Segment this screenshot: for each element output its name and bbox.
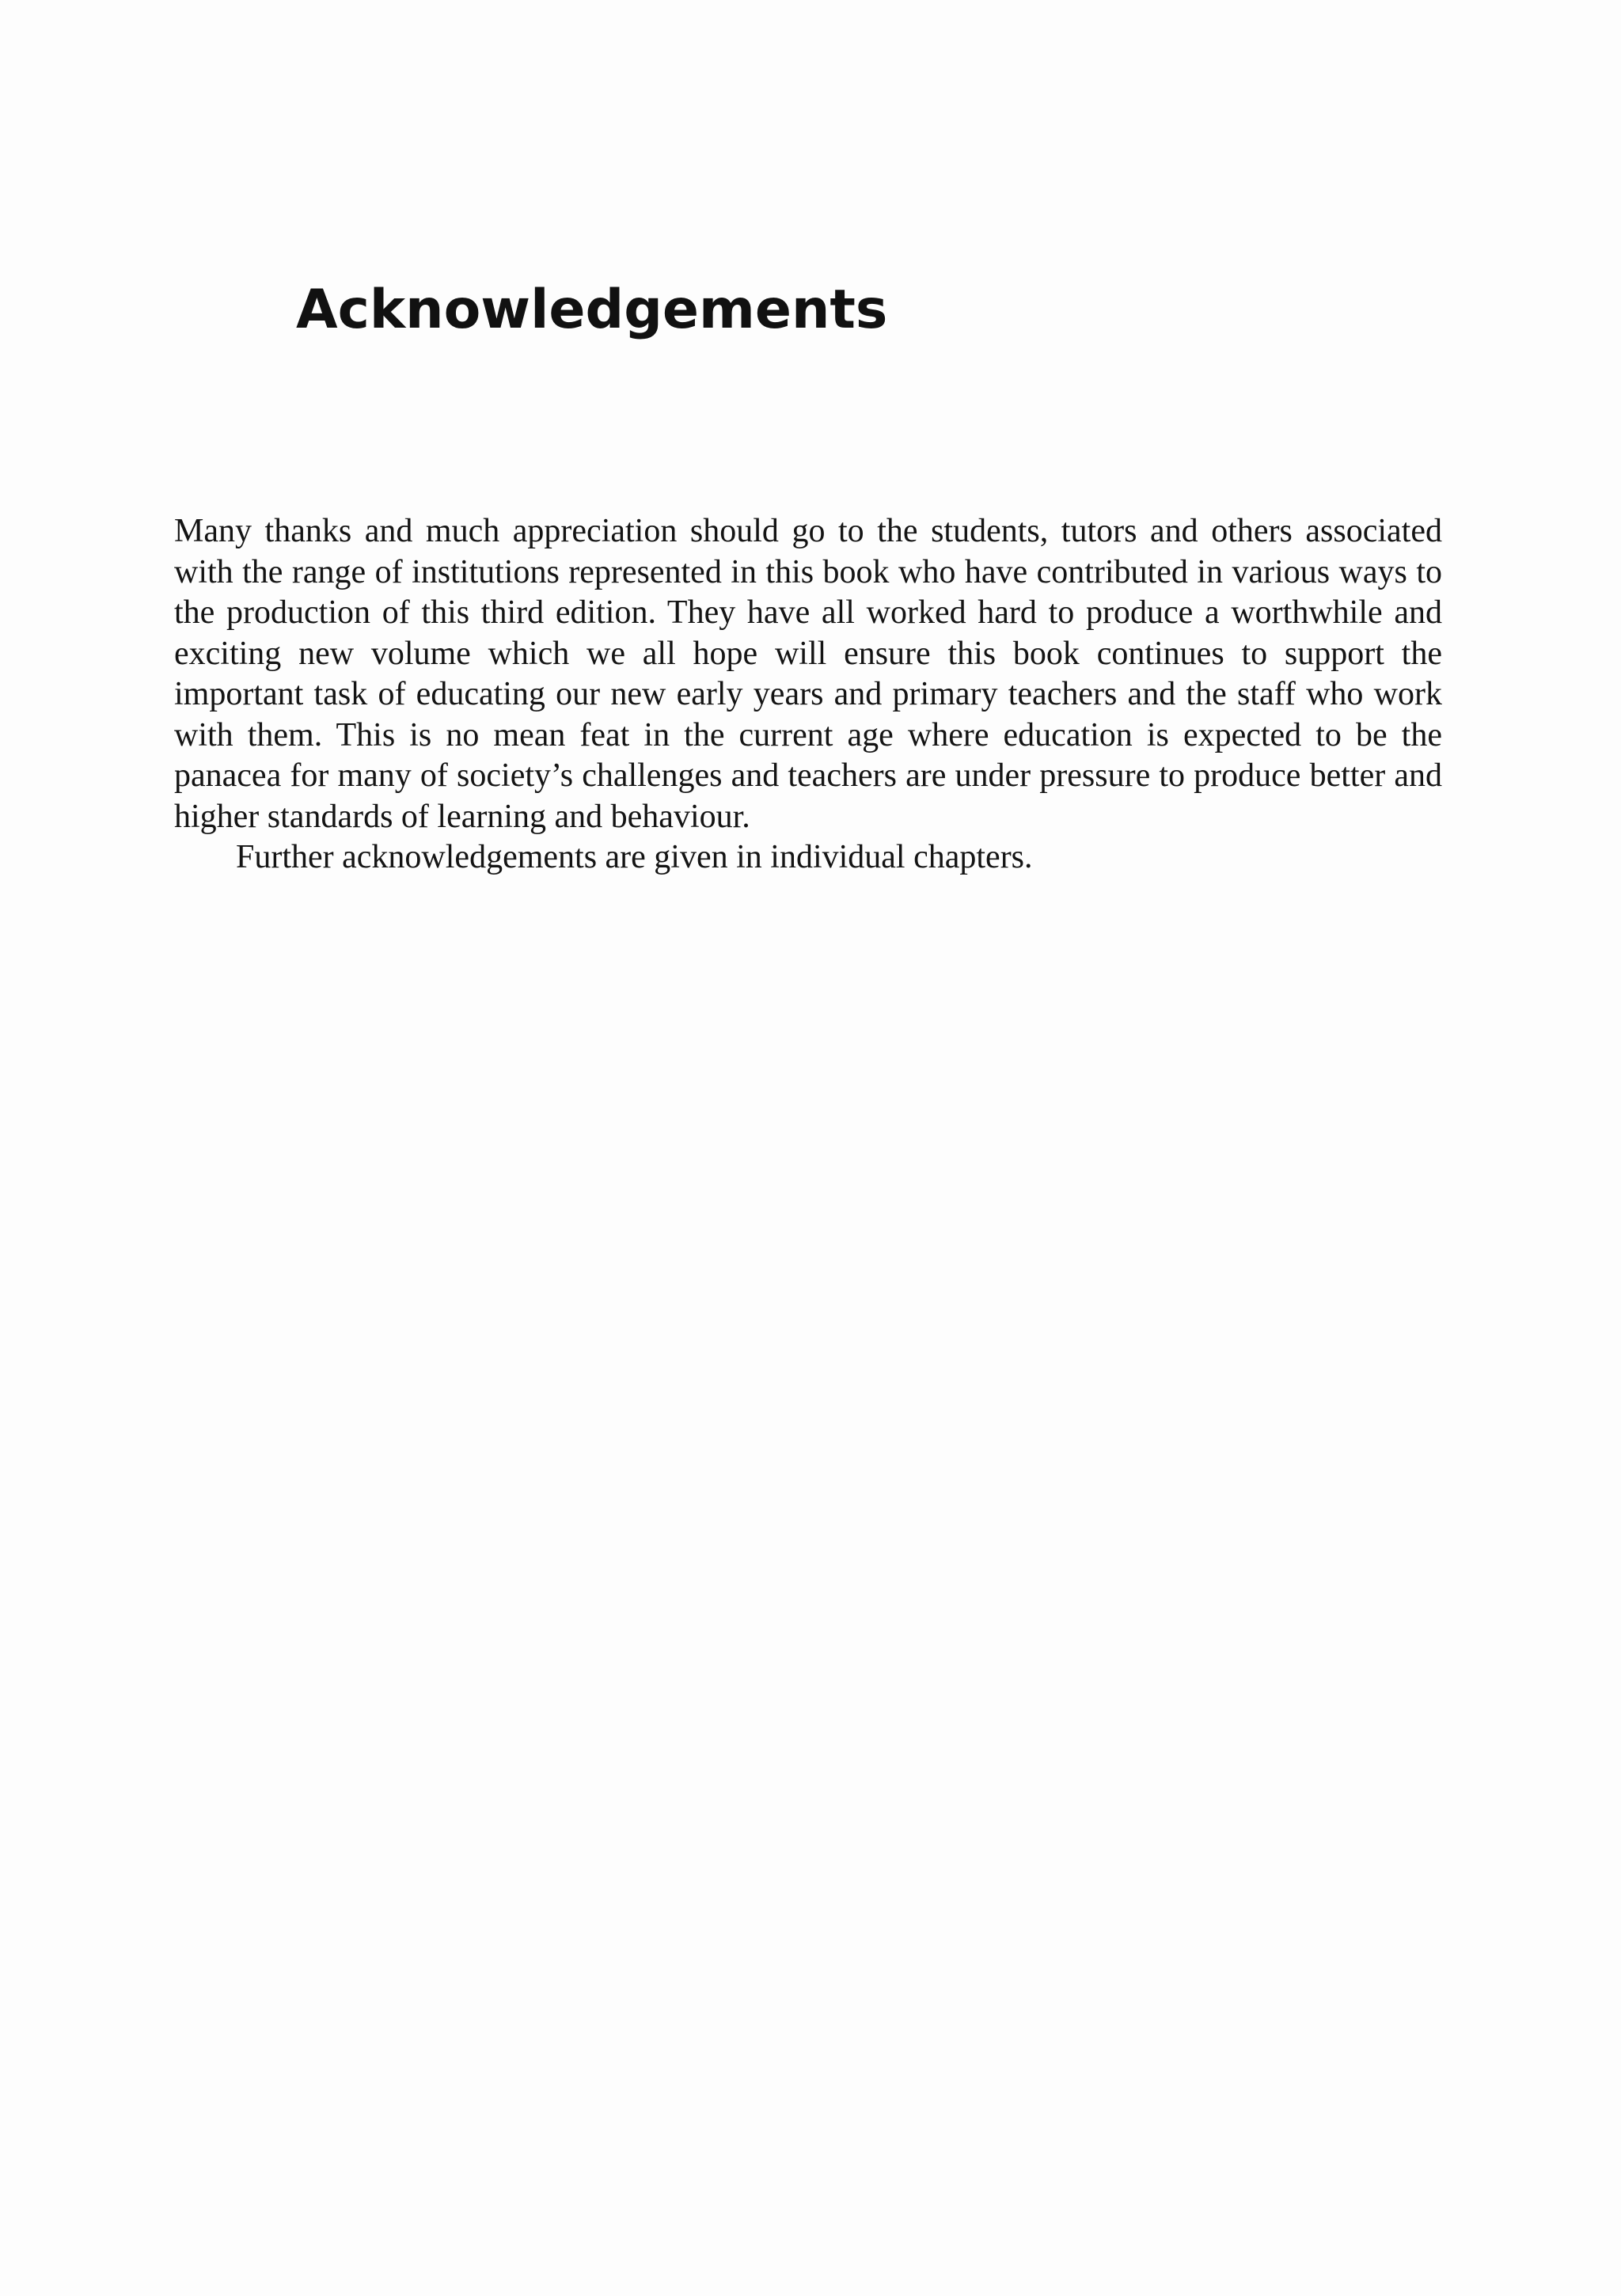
paragraph-further: Further acknowledgements are given in individual chapters.	[236, 839, 1033, 875]
body-text	[174, 511, 1442, 879]
page-title: Acknowledgements	[296, 279, 888, 341]
paragraph-main: Many thanks and much appreciation should go to the students, tutors and others associated with the range of institutions represented in this book who have contributed in various ways to the production of this third edition. They have all worked hard to produce a worthwhile and exciting new volume which we all hope will ensure this book continues to support the important task of educating our new early years and primary teachers and the staff who work with them. This is no mean feat in the current age where education is expected to be the panacea for many of society’s challenges and teachers are under pressure to produce better and higher standards of learning and behaviour.	[174, 513, 1442, 835]
